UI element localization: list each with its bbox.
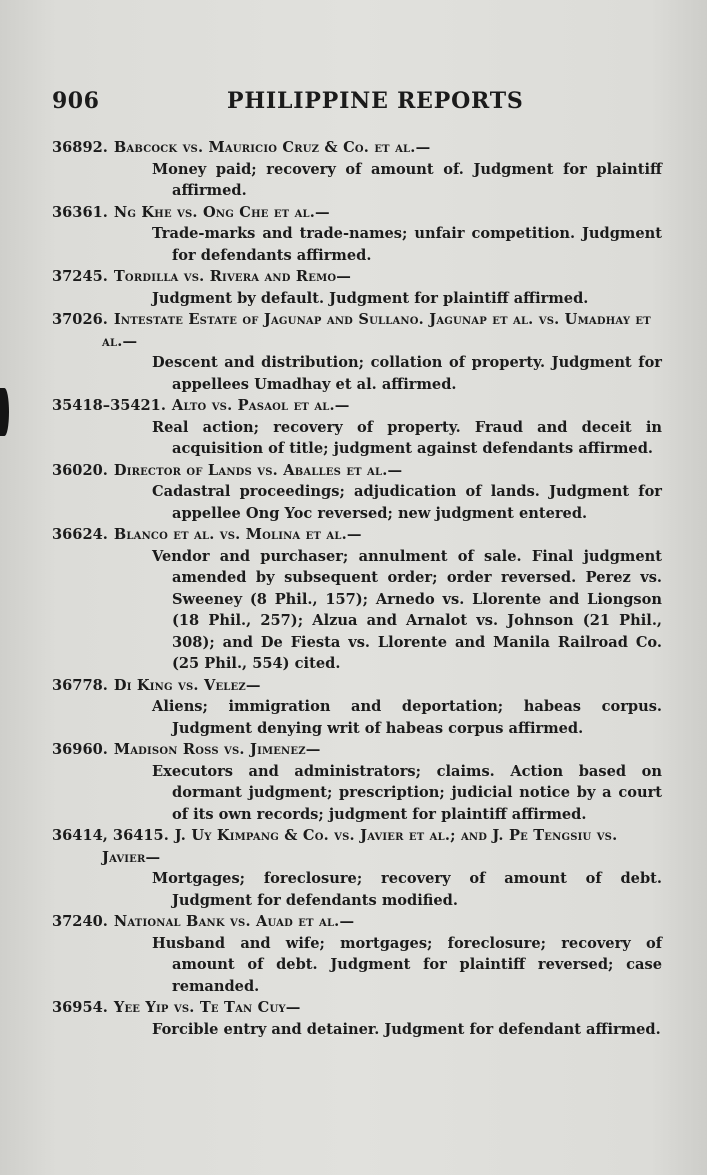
case-parties: Tordilla vs. Rivera and Remo— — [113, 268, 352, 285]
case-entry — [52, 266, 662, 309]
case-number: 37245. — [52, 268, 108, 285]
case-caption — [52, 395, 662, 417]
running-title: PHILIPPINE REPORTS — [227, 88, 524, 114]
case-entry — [52, 137, 662, 202]
case-number: 36954. — [52, 999, 108, 1016]
case-parties: Madison Ross vs. Jimenez— — [113, 741, 321, 758]
case-caption — [52, 675, 662, 697]
case-summary: Descent and distribution; collation of property. Judgment for appellees Umadhay et al. affirmed. — [152, 354, 662, 393]
case-caption — [52, 524, 662, 546]
case-caption — [52, 460, 662, 482]
case-caption — [52, 911, 662, 933]
case-caption — [52, 266, 662, 288]
case-summary: Money paid; recovery of amount of. Judgment for plaintiff affirmed. — [152, 160, 662, 199]
case-parties: Ng Khe vs. Ong Che et al.— — [113, 203, 330, 221]
case-entry — [52, 911, 662, 997]
case-parties: J. Uy Kimpang & Co. vs. Javier et al.; and J. Pe Tengsiu vs. Javier— — [102, 827, 618, 866]
case-entry — [52, 825, 662, 911]
case-entry — [52, 309, 662, 395]
case-summary: Aliens; immigration and deportation; habeas corpus. Judgment denying writ of habeas corpus affirmed. — [152, 698, 662, 737]
case-entry — [52, 202, 662, 267]
case-summary: Executors and administrators; claims. Action based on dormant judgment; prescription; judicial notice by a court of its own records; judgment for plaintiff affirmed. — [152, 762, 662, 823]
case-caption — [52, 309, 662, 352]
case-number: 36778. — [52, 676, 108, 694]
case-entry — [52, 460, 662, 525]
page-number: 906 — [52, 88, 100, 114]
case-summary: Mortgages; foreclosure; recovery of amount of debt. Judgment for defendants modified. — [152, 870, 662, 909]
case-entry — [52, 739, 662, 825]
case-summary: Real action; recovery of property. Fraud and deceit in acquisition of title; judgment against defendants affirmed. — [152, 418, 662, 457]
case-number: 36361. — [52, 203, 108, 221]
case-parties: Yee Yip vs. Te Tan Cuy— — [113, 999, 301, 1016]
case-caption — [52, 997, 662, 1019]
case-parties: National Bank vs. Auad et al.— — [113, 913, 355, 930]
page-header — [52, 88, 652, 118]
case-parties: Intestate Estate of Jagunap and Sullano. Jagunap et al. vs. Umadhay et al.— — [102, 311, 651, 350]
case-caption — [52, 137, 662, 159]
case-number: 36414, 36415. — [52, 827, 169, 844]
case-parties: Blanco et al. vs. Molina et al.— — [113, 526, 362, 543]
case-number: 37026. — [52, 311, 108, 328]
case-list — [52, 137, 662, 1040]
scan-blemish — [0, 388, 9, 436]
case-parties: Director of Lands vs. Aballes et al.— — [113, 461, 403, 479]
case-number: 36020. — [52, 461, 108, 479]
case-number: 37240. — [52, 913, 108, 930]
case-entry — [52, 675, 662, 740]
case-entry — [52, 997, 662, 1040]
case-caption — [52, 825, 662, 868]
case-summary: Cadastral proceedings; adjudication of lands. Judgment for appellee Ong Yoc reversed; new judgment entered. — [152, 483, 662, 522]
case-parties: Alto vs. Pasaol et al.— — [171, 397, 350, 414]
case-summary: Vendor and purchaser; annulment of sale. Final judgment amended by subsequent order; order reversed. Perez vs. Sweeney (8 Phil., 157); Arnedo vs. Llorente and Liongson (18 Phil., 257); Alzua and Arnalot vs. Johnson (21 Phil., 308); and De Fiesta vs. Llorente and Manila Railroad Co. (25 Phil., 554) cited. — [152, 547, 662, 672]
case-number: 36624. — [52, 526, 108, 543]
case-number: 36960. — [52, 741, 108, 758]
case-parties: Babcock vs. Mauricio Cruz & Co. et al.— — [113, 139, 431, 156]
case-caption — [52, 739, 662, 761]
case-number: 36892. — [52, 139, 108, 156]
case-entry — [52, 395, 662, 460]
case-parties: Di King vs. Velez— — [113, 676, 261, 694]
case-summary: Husband and wife; mortgages; foreclosure; recovery of amount of debt. Judgment for plaintiff reversed; case remanded. — [152, 934, 662, 995]
case-entry — [52, 524, 662, 675]
case-summary: Trade-marks and trade-names; unfair competition. Judgment for defendants affirmed. — [152, 225, 662, 264]
case-number: 35418–35421. — [52, 397, 166, 414]
case-summary: Judgment by default. Judgment for plaintiff affirmed. — [152, 289, 589, 307]
case-summary: Forcible entry and detainer. Judgment for defendant affirmed. — [152, 1020, 661, 1038]
case-caption — [52, 202, 662, 224]
